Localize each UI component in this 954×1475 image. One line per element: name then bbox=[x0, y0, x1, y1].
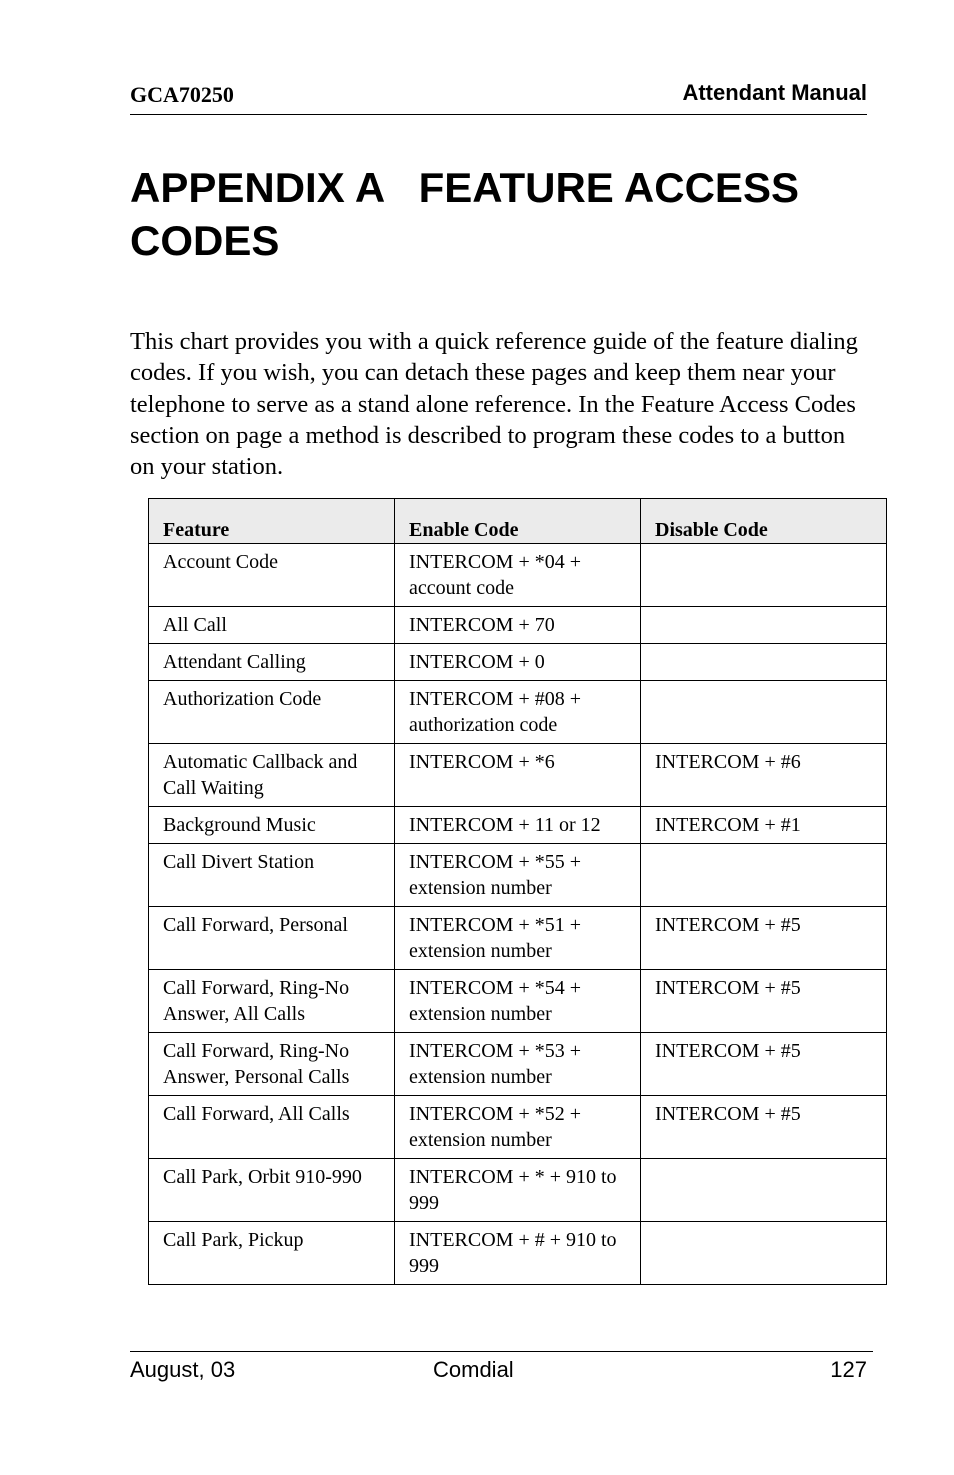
table-row bbox=[149, 744, 887, 807]
table-row bbox=[149, 807, 887, 844]
feature-cell: Call Divert Station bbox=[149, 844, 395, 907]
footer-date: August, 03 bbox=[130, 1357, 236, 1382]
disable-code-cell bbox=[641, 607, 887, 644]
feature-cell: Call Park, Pickup bbox=[149, 1222, 395, 1285]
feature-cell: Automatic Callback and Call Waiting bbox=[149, 744, 395, 807]
feature-cell: Attendant Calling bbox=[149, 644, 395, 681]
enable-code-cell: INTERCOM + 11 or 12 bbox=[395, 807, 641, 844]
table-row bbox=[149, 1096, 887, 1159]
disable-code-cell bbox=[641, 681, 887, 744]
table-row bbox=[149, 1222, 887, 1285]
table-row bbox=[149, 844, 887, 907]
feature-cell: Authorization Code bbox=[149, 681, 395, 744]
feature-cell: All Call bbox=[149, 607, 395, 644]
enable-code-cell: INTERCOM + * + 910 to 999 bbox=[395, 1159, 641, 1222]
disable-code-cell: INTERCOM + #5 bbox=[641, 970, 887, 1033]
table-row bbox=[149, 970, 887, 1033]
footer-company: Comdial bbox=[433, 1357, 514, 1382]
disable-code-cell: INTERCOM + #6 bbox=[641, 744, 887, 807]
page-title: APPENDIX A FEATURE ACCESS CODES bbox=[130, 164, 811, 264]
disable-code-cell: INTERCOM + #5 bbox=[641, 1033, 887, 1096]
document-title: Attendant Manual bbox=[682, 80, 867, 105]
document-id: GCA70250 bbox=[130, 82, 234, 107]
intro-paragraph: This chart provides you with a quick reference guide of the feature dialing codes. If you wish, you can detach these pages and keep them near your telephone to serve as a stand alone reference. In the Feature Access Codes section on page a method is described to program these codes to a button on your station. bbox=[130, 328, 858, 481]
disable-code-cell bbox=[641, 844, 887, 907]
enable-code-cell: INTERCOM + *52 + extension number bbox=[395, 1096, 641, 1159]
disable-code-cell bbox=[641, 644, 887, 681]
disable-code-cell bbox=[641, 1159, 887, 1222]
enable-code-cell: INTERCOM + *51 + extension number bbox=[395, 907, 641, 970]
feature-cell: Background Music bbox=[149, 807, 395, 844]
table-row bbox=[149, 1033, 887, 1096]
feature-codes-table bbox=[148, 498, 887, 1285]
disable-code-cell: INTERCOM + #5 bbox=[641, 1096, 887, 1159]
feature-cell: Call Park, Orbit 910-990 bbox=[149, 1159, 395, 1222]
column-header-feature: Feature bbox=[149, 499, 395, 544]
enable-code-cell: INTERCOM + *55 + extension number bbox=[395, 844, 641, 907]
disable-code-cell: INTERCOM + #5 bbox=[641, 907, 887, 970]
enable-code-cell: INTERCOM + *04 + account code bbox=[395, 544, 641, 607]
table-header-row bbox=[149, 499, 887, 544]
enable-code-cell: INTERCOM + #08 + authorization code bbox=[395, 681, 641, 744]
column-header-disable-code: Disable Code bbox=[641, 499, 887, 544]
feature-cell: Call Forward, Ring-No Answer, All Calls bbox=[149, 970, 395, 1033]
table-row bbox=[149, 1159, 887, 1222]
feature-cell: Call Forward, Ring-No Answer, Personal Calls bbox=[149, 1033, 395, 1096]
enable-code-cell: INTERCOM + 0 bbox=[395, 644, 641, 681]
table-row bbox=[149, 607, 887, 644]
enable-code-cell: INTERCOM + *54 + extension number bbox=[395, 970, 641, 1033]
feature-cell: Call Forward, Personal bbox=[149, 907, 395, 970]
enable-code-cell: INTERCOM + *6 bbox=[395, 744, 641, 807]
column-header-enable-code: Enable Code bbox=[395, 499, 641, 544]
disable-code-cell bbox=[641, 1222, 887, 1285]
enable-code-cell: INTERCOM + # + 910 to 999 bbox=[395, 1222, 641, 1285]
feature-cell: Call Forward, All Calls bbox=[149, 1096, 395, 1159]
enable-code-cell: INTERCOM + *53 + extension number bbox=[395, 1033, 641, 1096]
page-header bbox=[130, 80, 867, 115]
table-row bbox=[149, 544, 887, 607]
table-row bbox=[149, 907, 887, 970]
disable-code-cell: INTERCOM + #1 bbox=[641, 807, 887, 844]
enable-code-cell: INTERCOM + 70 bbox=[395, 607, 641, 644]
table-row bbox=[149, 681, 887, 744]
feature-cell: Account Code bbox=[149, 544, 395, 607]
table-row bbox=[149, 644, 887, 681]
page-number: 127 bbox=[830, 1357, 867, 1382]
page-footer bbox=[130, 1351, 873, 1386]
disable-code-cell bbox=[641, 544, 887, 607]
